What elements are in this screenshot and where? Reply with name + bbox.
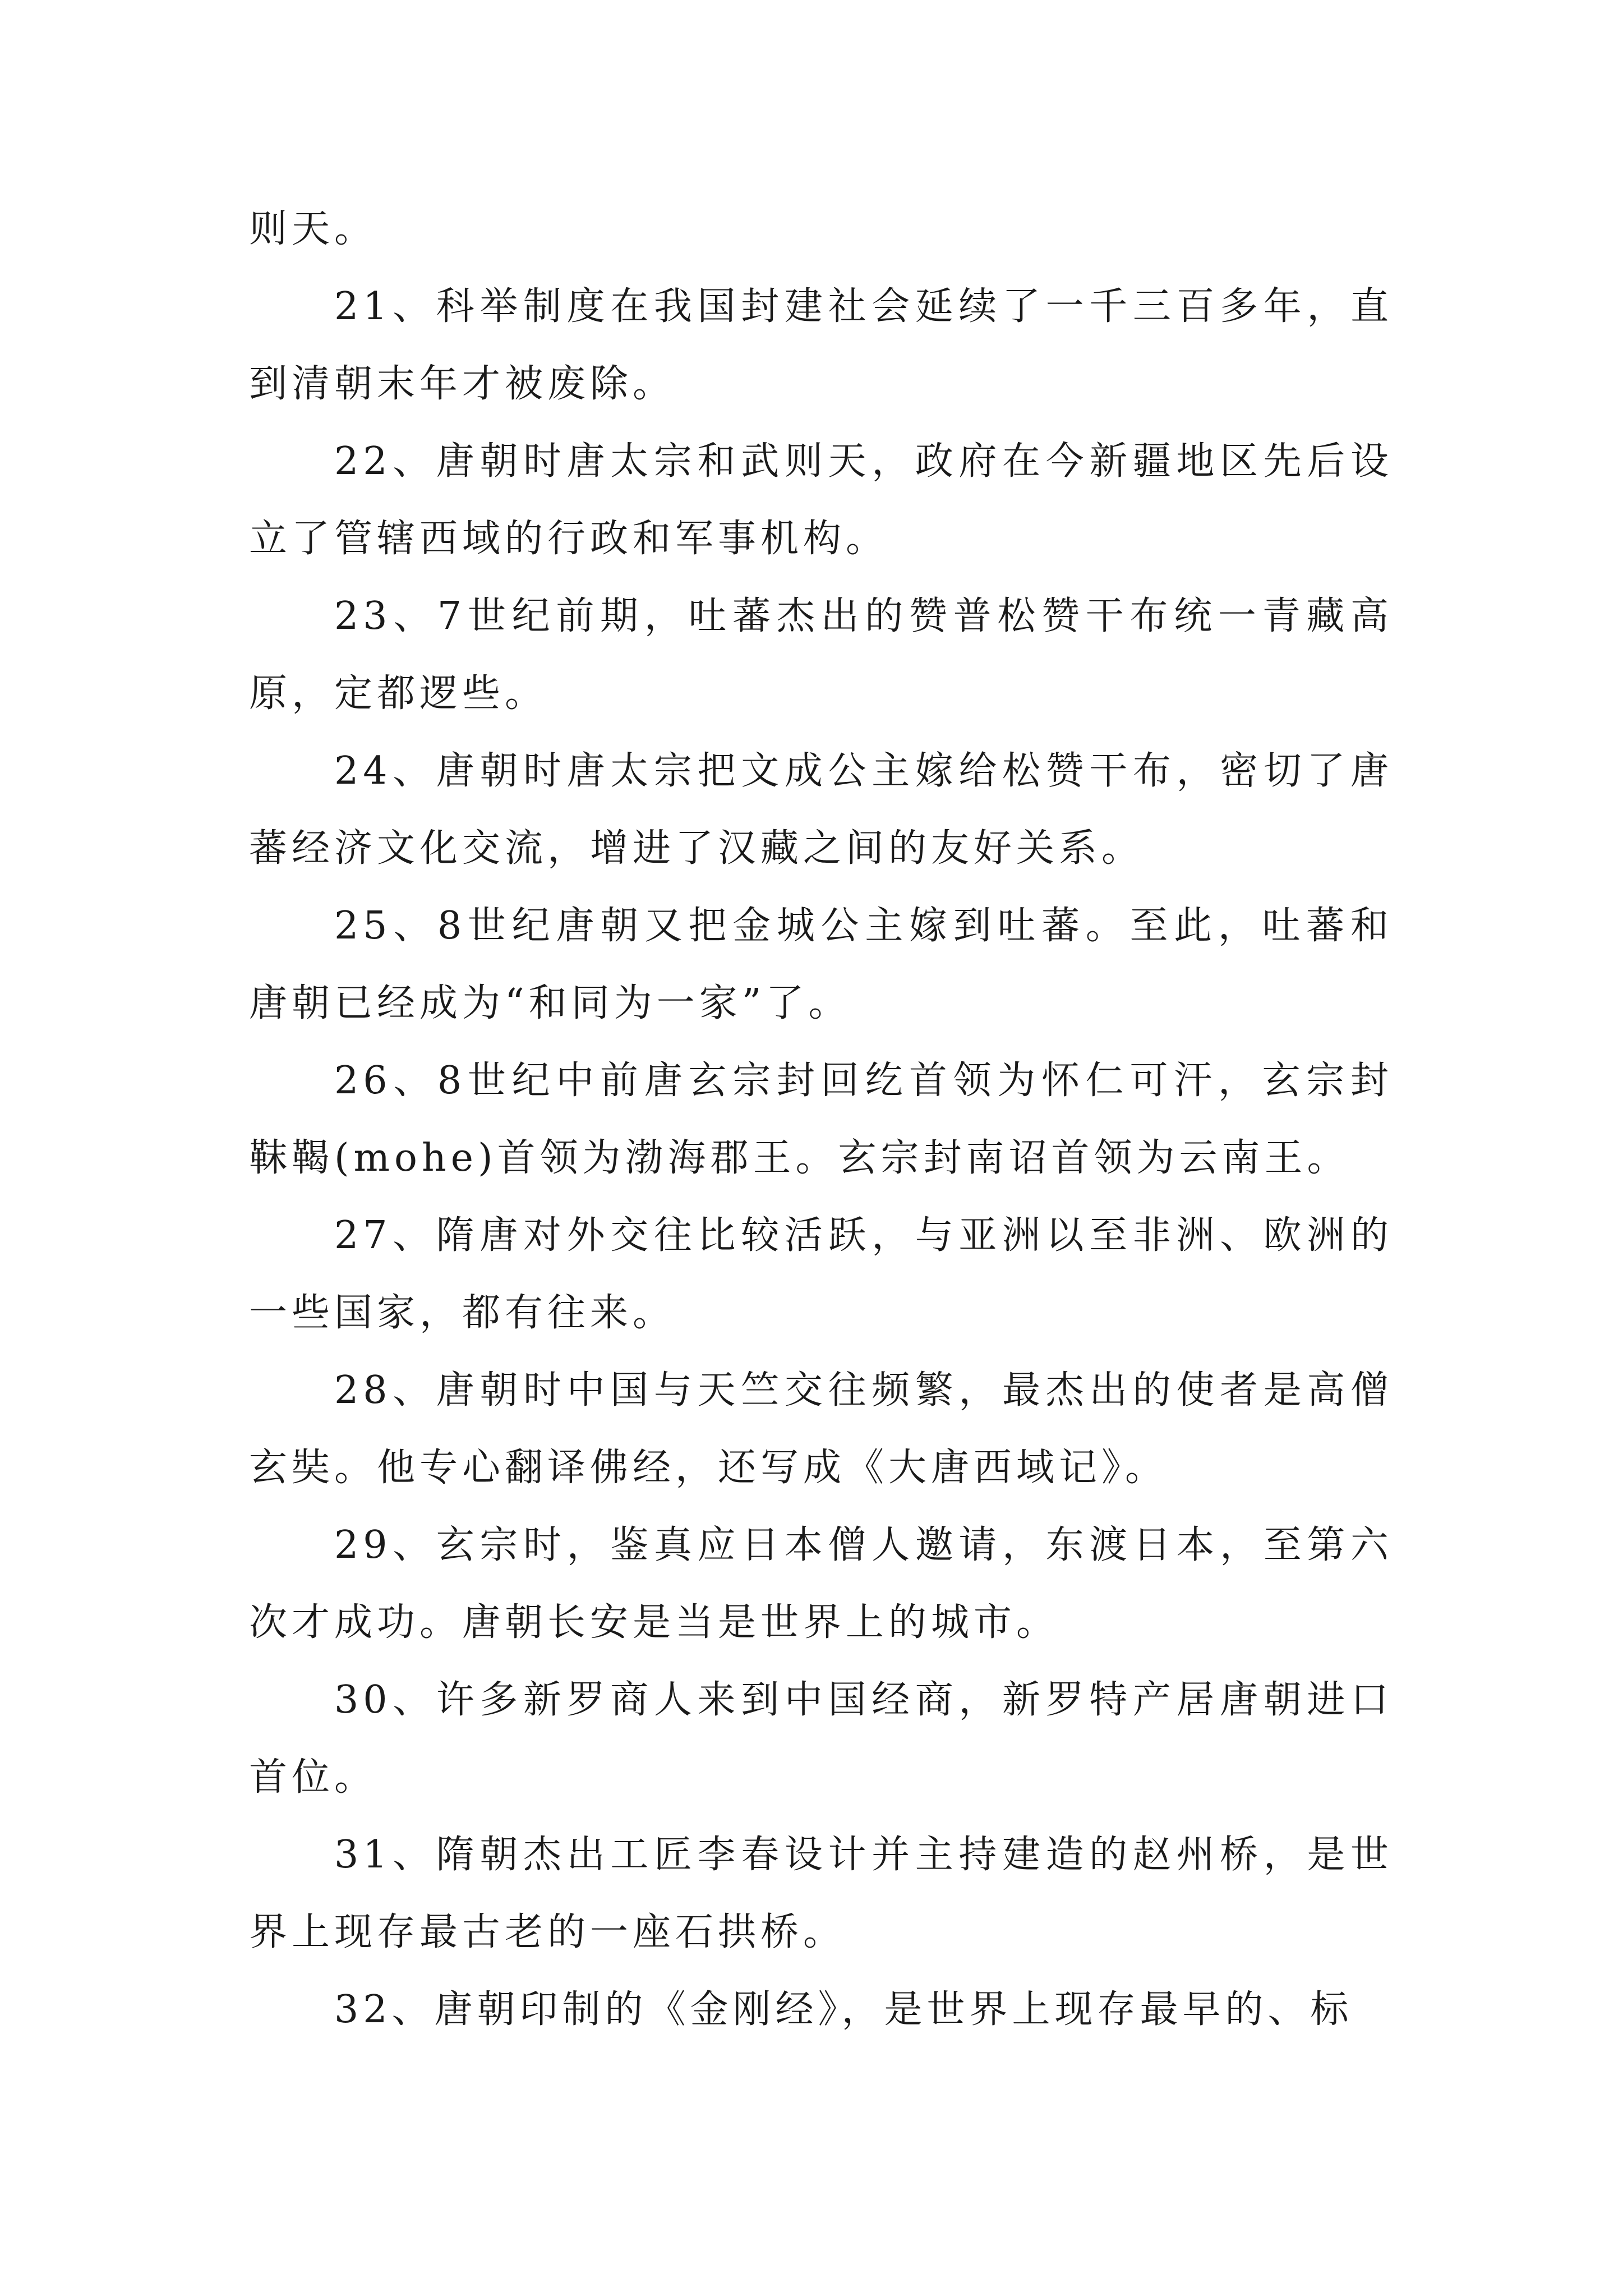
paragraph-22: 22、唐朝时唐太宗和武则天，政府在今新疆地区先后设立了管辖西域的行政和军事机构。 <box>249 439 1393 561</box>
paragraph-24: 24、唐朝时唐太宗把文成公主嫁给松赞干布，密切了唐蕃经济文化交流，增进了汉藏之间的友好关系。 <box>249 749 1393 871</box>
paragraph-23: 23、7世纪前期，吐蕃杰出的赞普松赞干布统一青藏高原，定都逻些。 <box>249 594 1393 716</box>
paragraph-28: 28、唐朝时中国与天竺交往频繁，最杰出的使者是高僧玄奘。他专心翻译佛经，还写成《大唐西域记》。 <box>249 1368 1393 1490</box>
paragraph-32: 32、唐朝印制的《金刚经》，是世界上现存最早的、标 <box>334 1987 1353 2032</box>
paragraph-29: 29、玄宗时，鉴真应日本僧人邀请，东渡日本，至第六次才成功。唐朝长安是当是世界上的城市。 <box>249 1523 1393 1645</box>
paragraph-27: 27、隋唐对外交往比较活跃，与亚洲以至非洲、欧洲的一些国家，都有往来。 <box>249 1213 1393 1335</box>
document-body <box>249 191 1393 2049</box>
paragraph-21: 21、科举制度在我国封建社会延续了一千三百多年，直到清朝末年才被废除。 <box>249 284 1393 406</box>
paragraph-26: 26、8世纪中前唐玄宗封回纥首领为怀仁可汗，玄宗封靺鞨(mohe)首领为渤海郡王。玄宗封南诏首领为云南王。 <box>249 1059 1393 1180</box>
paragraph-30: 30、许多新罗商人来到中国经商，新罗特产居唐朝进口首位。 <box>249 1678 1393 1800</box>
paragraph-25: 25、8世纪唐朝又把金城公主嫁到吐蕃。至此，吐蕃和唐朝已经成为“和同为一家”了。 <box>249 904 1393 1025</box>
paragraph-31: 31、隋朝杰出工匠李春设计并主持建造的赵州桥，是世界上现存最古老的一座石拱桥。 <box>249 1833 1393 1954</box>
paragraph-0: 则天。 <box>249 207 377 251</box>
